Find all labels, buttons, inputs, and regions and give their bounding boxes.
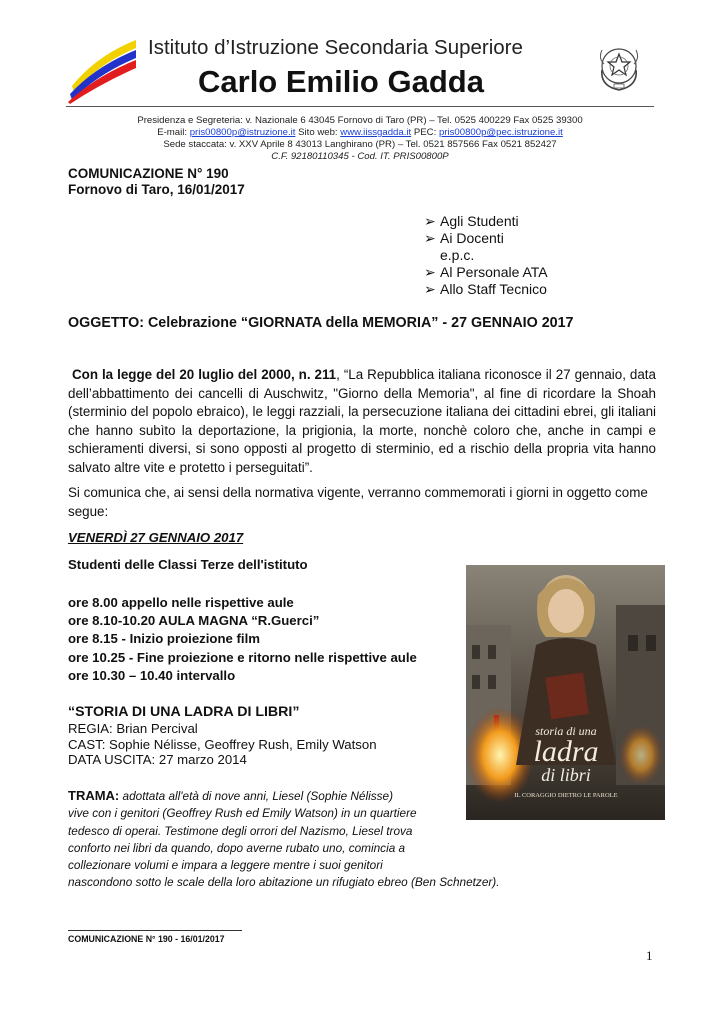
poster-title-a: storia di una: [535, 724, 597, 738]
film-director: REGIA: Brian Percival: [68, 721, 198, 736]
communication-number: COMUNICAZIONE N° 190: [68, 166, 229, 181]
tax-codes: C.F. 92180110345 - Cod. IT. PRIS00800P: [271, 151, 449, 162]
website-link[interactable]: www.iissgadda.it: [340, 127, 412, 138]
film-release-date: DATA USCITA: 27 marzo 2014: [68, 752, 247, 767]
italian-republic-emblem-icon: [594, 40, 644, 94]
schedule-item: ore 8.10-10.20 AULA MAGNA “R.Guerci”: [68, 613, 320, 629]
event-schedule: [68, 594, 417, 685]
institute-subtitle: Istituto d’Istruzione Secondaria Superiore: [148, 36, 523, 59]
event-audience: Studenti delle Classi Terze dell'istituto: [68, 557, 308, 572]
footer-divider: [68, 930, 242, 931]
schedule-item: ore 10.25 - Fine proiezione e ritorno nelle rispettive aule: [68, 649, 417, 665]
film-title: “STORIA DI UNA LADRA DI LIBRI”: [68, 704, 300, 720]
film-info: [68, 721, 377, 768]
poster-title-b: ladra: [533, 735, 599, 768]
address-branch: Sede staccata: v. XXV Aprile 8 43013 Langhirano (PR) – Tel. 0521 857566 Fax 0521 852427: [163, 139, 557, 150]
recipient-item: ➢ Agli Studenti: [424, 213, 519, 229]
film-plot: TRAMA: adottata all'età di nove anni, Liesel (Sophie Nélisse) vive con i genitori (Geoffrey Rush ed Emily Watson) in un quartiere tedesco di operai. Testimone degli orrori del Nazismo, Liesel trova conforto nei libri da quando, dopo averne rubato uno, comincia a collezionare volumi e impara a leggere mentre i suoi genitori nascondono sotto le scale della loro abitazione un rifugiato ebreo (Ben Schnetzer).: [68, 788, 500, 890]
film-cast: CAST: Sophie Nélisse, Geoffrey Rush, Emily Watson: [68, 736, 377, 752]
header-divider: [66, 106, 654, 107]
email-link[interactable]: pris00800p@istruzione.it: [189, 127, 296, 138]
schedule-item: ore 8.00 appello nelle rispettive aule: [68, 595, 294, 610]
page-number: 1: [646, 948, 653, 963]
schedule-item: ore 10.30 – 10.40 intervallo: [68, 667, 236, 683]
institute-name: Carlo Emilio Gadda: [198, 64, 484, 99]
address-main: Presidenza e Segreteria: v. Nazionale 6 43045 Fornovo di Taro (PR) – Tel. 0525 400229 Fax 0525 39300: [137, 115, 583, 126]
recipient-item: ➢ Allo Staff Tecnico: [424, 281, 547, 297]
arrow-bullet-icon: ➢: [424, 213, 436, 229]
footer-text: COMUNICAZIONE N° 190 - 16/01/2017: [68, 934, 225, 944]
recipient-item: ➢ Al Personale ATA: [424, 264, 548, 280]
law-paragraph: Con la legge del 20 luglio del 2000, n. 211, “La Repubblica italiana riconosce il 27 gennaio, data dell’abbattimento dei cancelli di Auschwitz, "Giorno della Memoria", al fine di ricordare la Shoah (sterminio del popolo ebraico), le leggi razziali, la persecuzione italiana dei cittadini ebrei, gli italiani che hanno subìto la deportazione, la prigionia, la morte, nonchè coloro che, anche in campi e schieramenti diversi, si sono opposti al progetto di sterminio, ed a rischio della propria vita hanno salvato altre vite e protetto i perseguitati”.: [68, 367, 656, 475]
arrow-bullet-icon: ➢: [424, 230, 436, 246]
plot-label: TRAMA:: [68, 788, 120, 803]
poster-tagline: IL CORAGGIO DIETRO LE PAROLE: [514, 792, 618, 799]
school-logo-icon: [66, 34, 138, 104]
recipients-list: [424, 213, 548, 298]
communication-date: Fornovo di Taro, 16/01/2017: [68, 182, 245, 197]
event-day: VENERDÌ 27 GENNAIO 2017: [68, 530, 244, 545]
intro-paragraph: Si comunica che, ai sensi della normativa vigente, verranno commemorati i giorni in oggetto come segue:: [68, 485, 648, 519]
arrow-bullet-icon: ➢: [424, 281, 436, 297]
recipient-item: ➢ Ai Docenti: [424, 230, 504, 246]
pec-link[interactable]: pris00800p@pec.istruzione.it: [438, 127, 563, 138]
subject-line: OGGETTO: Celebrazione “GIORNATA della MEMORIA” - 27 GENNAIO 2017: [68, 315, 574, 331]
arrow-bullet-icon: ➢: [424, 264, 436, 280]
poster-title-c: di libri: [541, 765, 591, 785]
schedule-item: ore 8.15 - Inizio proiezione film: [68, 631, 260, 647]
contacts-line: E-mail: pris00800p@istruzione.it Sito web: www.iissgadda.it PEC: pris00800p@pec.istruzione.it: [157, 127, 563, 138]
recipient-epc: e.p.c.: [440, 247, 475, 263]
movie-poster: [466, 565, 665, 820]
